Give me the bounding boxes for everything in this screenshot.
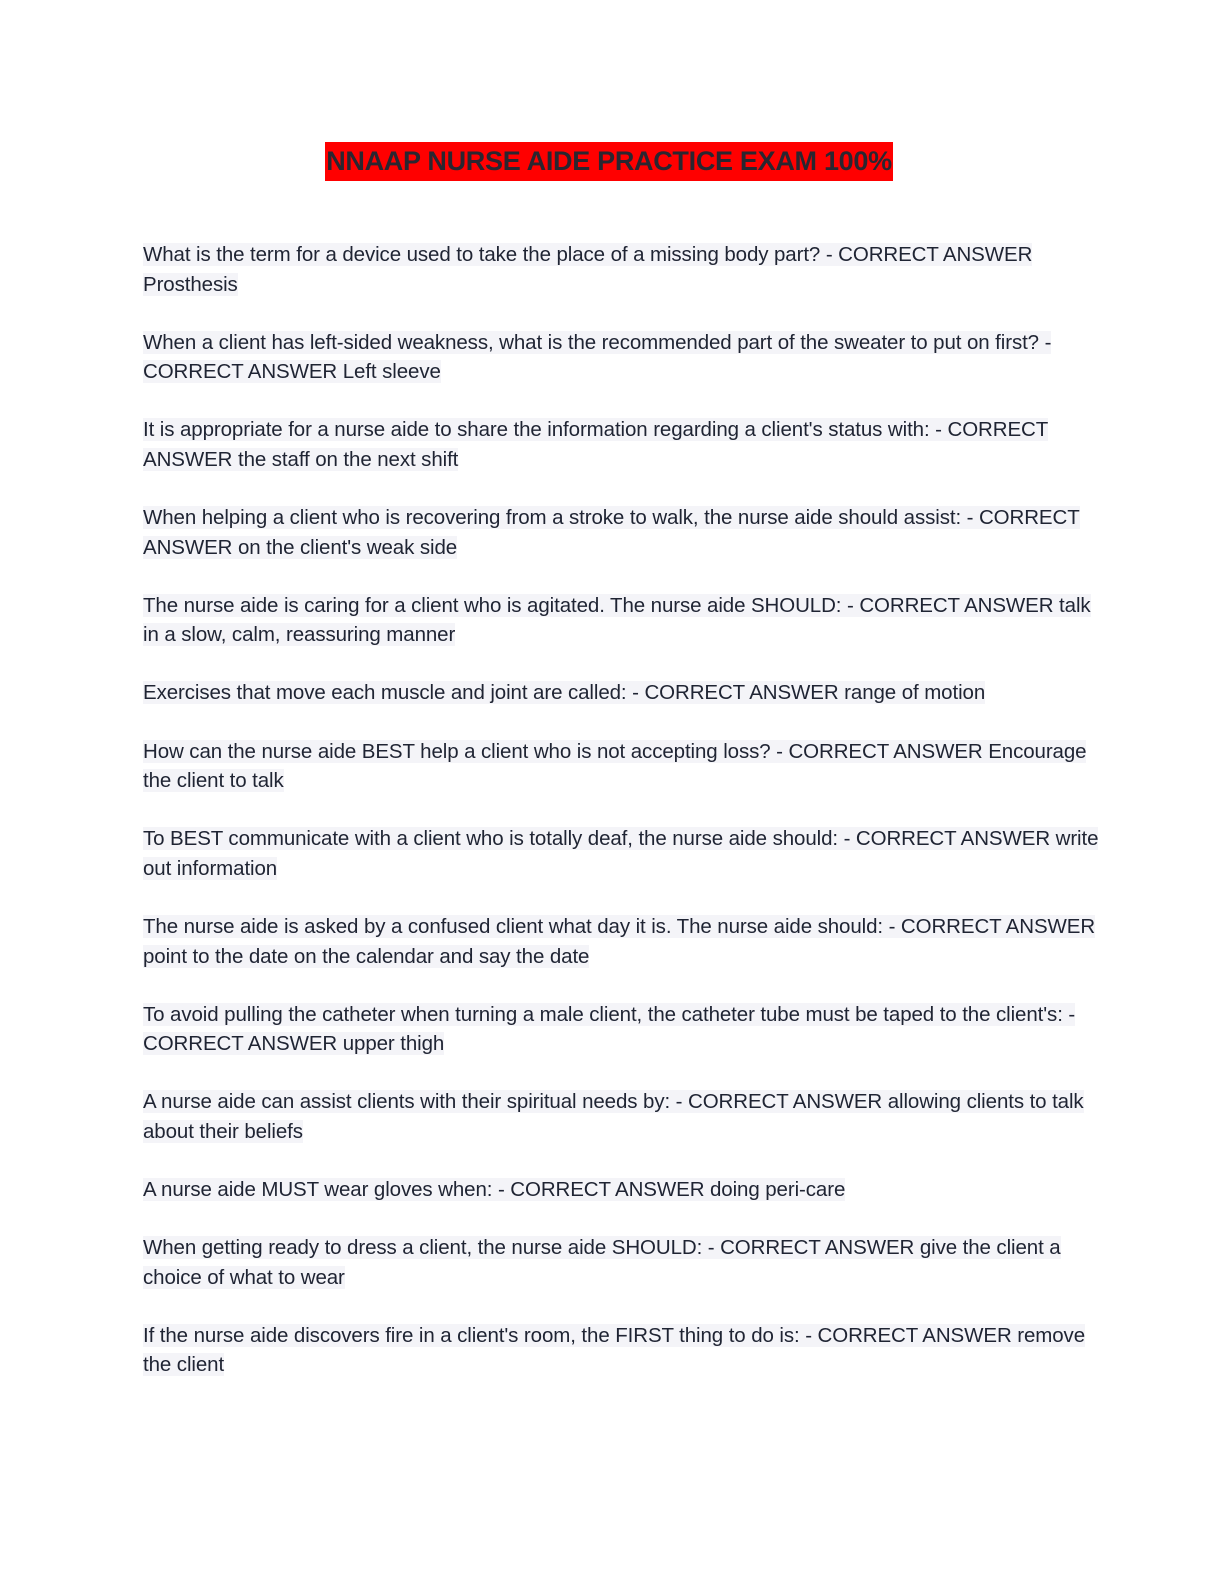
qa-text: The nurse aide is caring for a client who is agitated. The nurse aide SHOULD: - CORRECT ANSWER talk in a slow, calm, reassuring manner: [143, 593, 1091, 647]
qa-item: [143, 240, 1103, 299]
qa-text: To avoid pulling the catheter when turning a male client, the catheter tube must be taped to the client's: - CORRECT ANSWER upper thigh: [143, 1002, 1076, 1056]
qa-item: [143, 415, 1103, 474]
qa-text: When a client has left-sided weakness, what is the recommended part of the sweater to put on first? - CORRECT ANSWER Left sleeve: [143, 330, 1052, 384]
title-block: [0, 142, 1224, 181]
qa-item: [143, 678, 1103, 708]
qa-text: If the nurse aide discovers fire in a client's room, the FIRST thing to do is: - CORRECT ANSWER remove the client: [143, 1323, 1085, 1377]
qa-item: [143, 1000, 1103, 1059]
qa-text: A nurse aide can assist clients with their spiritual needs by: - CORRECT ANSWER allowing clients to talk about their beliefs: [143, 1090, 1084, 1143]
qa-item: [143, 1233, 1103, 1292]
qa-text: When helping a client who is recovering from a stroke to walk, the nurse aide should assist: - CORRECT ANSWER on the client's weak side: [143, 506, 1080, 559]
qa-text: A nurse aide MUST wear gloves when: - CORRECT ANSWER doing peri-care: [143, 1178, 846, 1202]
qa-text: Exercises that move each muscle and joint are called: - CORRECT ANSWER range of motion: [143, 681, 986, 705]
qa-text: What is the term for a device used to take the place of a missing body part? - CORRECT ANSWER Prosthesis: [143, 243, 1033, 296]
qa-text: When getting ready to dress a client, the nurse aide SHOULD: - CORRECT ANSWER give the client a choice of what to wear: [143, 1236, 1061, 1289]
qa-item: [143, 912, 1103, 971]
qa-item: [143, 1175, 1103, 1205]
qa-item: [143, 824, 1103, 883]
qa-item: [143, 328, 1103, 387]
qa-text: It is appropriate for a nurse aide to share the information regarding a client's status with: - CORRECT ANSWER the staff on the next shift: [143, 418, 1049, 471]
qa-item: [143, 1087, 1103, 1146]
qa-item: [143, 1321, 1103, 1380]
document-title: NNAAP NURSE AIDE PRACTICE EXAM 100%: [325, 142, 893, 181]
qa-text: The nurse aide is asked by a confused client what day it is. The nurse aide should: - CORRECT ANSWER point to the date on the calendar and say the date: [143, 915, 1096, 968]
qa-text: How can the nurse aide BEST help a client who is not accepting loss? - CORRECT ANSWER Encourage the client to talk: [143, 739, 1087, 793]
qa-item: [143, 591, 1103, 650]
qa-item: [143, 737, 1103, 796]
qa-item: [143, 503, 1103, 562]
question-answer-list: [143, 240, 1103, 1409]
qa-text: To BEST communicate with a client who is totally deaf, the nurse aide should: - CORRECT ANSWER write out information: [143, 827, 1099, 880]
